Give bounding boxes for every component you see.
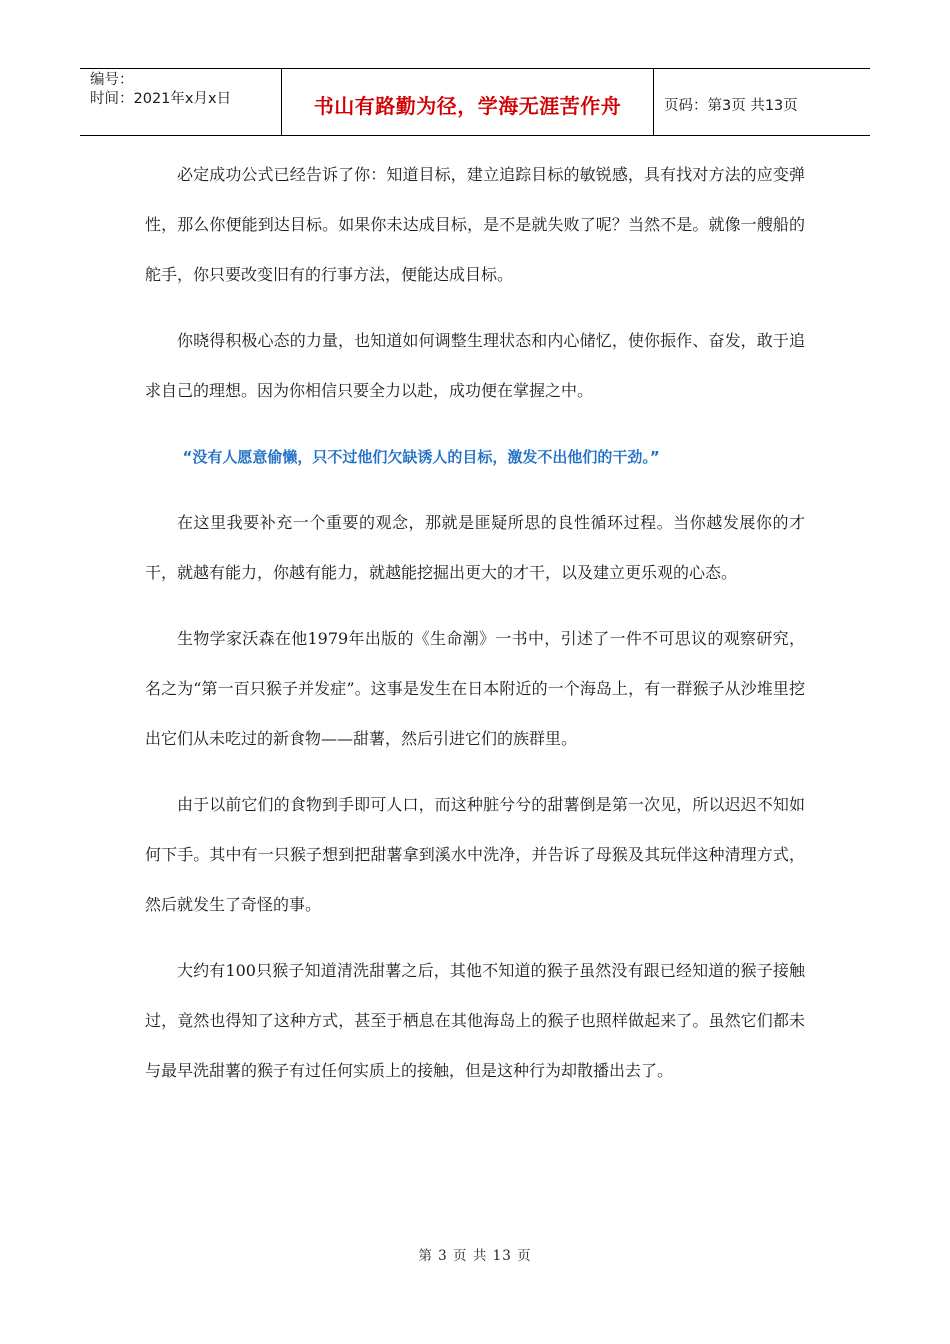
paragraph-5: 由于以前它们的食物到手即可人口，而这种脏兮兮的甜薯倒是第一次见，所以迟迟不知如何下手。其中有一只猴子想到把甜薯拿到溪水中洗净，并告诉了母猴及其玩伴这种清理方式，然后就发生了奇怪的事。 <box>145 795 805 914</box>
document-date: 时间：2021年x月x日 <box>90 91 232 107</box>
paragraph-3: 在这里我要补充一个重要的观念，那就是匪疑所思的良性循环过程。当你越发展你的才干，就越有能力，你越有能力，就越能挖掘出更大的才干，以及建立更乐观的心态。 <box>145 513 805 582</box>
document-number-label: 编号： <box>90 72 134 88</box>
paragraph-4: 生物学家沃森在他1979年出版的《生命潮》一书中，引述了一件不可思议的观察研究，名之为“第一百只猴子并发症”。这事是发生在日本附近的一个海岛上，有一群猴子从沙堆里挖出它们从未吃过的新食物——甜薯，然后引进它们的族群里。 <box>145 629 805 748</box>
header-meta <box>80 69 282 135</box>
header-page-info: 页码：第3页 共13页 <box>664 97 798 114</box>
header-motto: 书山有路勤为径，学海无涯苦作舟 <box>282 69 654 135</box>
page-footer: 第 3 页 共 13 页 <box>418 1248 532 1264</box>
highlight-quote: “没有人愿意偷懒，只不过他们欠缺诱人的目标，激发不出他们的干劲。” <box>182 448 660 466</box>
page-header <box>80 68 870 136</box>
paragraph-1: 必定成功公式已经告诉了你：知道目标，建立追踪目标的敏锐感，具有找对方法的应变弹性，那么你便能到达目标。如果你未达成目标，是不是就失败了呢？当然不是。就像一艘船的舵手，你只要改变旧有的行事方法，便能达成目标。 <box>145 165 805 284</box>
paragraph-2: 你晓得积极心态的力量，也知道如何调整生理状态和内心储忆，使你振作、奋发，敢于追求自己的理想。因为你相信只要全力以赴，成功便在掌握之中。 <box>145 331 805 400</box>
paragraph-6: 大约有100只猴子知道清洗甜薯之后，其他不知道的猴子虽然没有跟已经知道的猴子接触过，竟然也得知了这种方式，甚至于栖息在其他海岛上的猴子也照样做起来了。虽然它们都未与最早洗甜薯的猴子有过任何实质上的接触，但是这种行为却散播出去了。 <box>145 961 805 1080</box>
document-body <box>145 150 805 1112</box>
